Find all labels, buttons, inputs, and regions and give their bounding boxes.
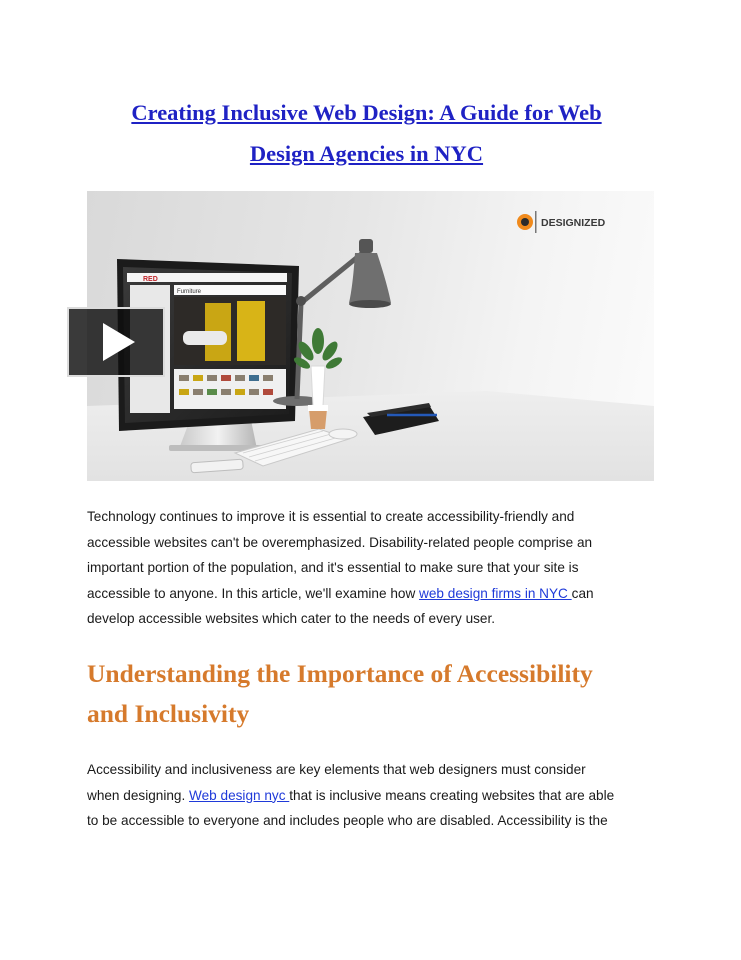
section-heading-line-2: and Inclusivity <box>87 699 250 728</box>
play-icon <box>69 309 163 375</box>
title-line-2: Design Agencies in NYC <box>249 141 484 166</box>
body-line-2-after: that is inclusive means creating websites that are able <box>289 787 615 803</box>
web-design-firms-link[interactable]: web design firms in NYC <box>419 585 572 601</box>
hero-image <box>87 191 654 481</box>
play-button[interactable] <box>67 307 165 377</box>
document-title-link[interactable] <box>131 100 601 166</box>
intro-line-2: accessible websites can't be overemphasized. Disability-related people comprise an <box>87 534 593 550</box>
body-line-3: to be accessible to everyone and includes people who are disabled. Accessibility is the <box>87 813 608 829</box>
intro-line-3: important portion of the population, and it's essential to make sure that your site is <box>87 560 579 576</box>
section-heading <box>87 654 667 734</box>
intro-line-4-after: can <box>571 585 594 601</box>
document-title <box>80 92 653 174</box>
body-line-2-before: when designing. <box>87 787 190 803</box>
screen-heading-text: Furniture <box>177 289 202 295</box>
intro-line-4-before: accessible to anyone. In this article, we'll examine how <box>87 585 420 601</box>
web-design-nyc-link[interactable]: Web design nyc <box>189 787 290 803</box>
intro-line-5: develop accessible websites which cater to the needs of every user. <box>87 611 496 627</box>
intro-line-1: Technology continues to improve it is essential to create accessibility-friendly and <box>87 509 575 524</box>
screen-logo-text: RED <box>143 276 158 283</box>
body-paragraph <box>87 757 657 834</box>
section-heading-line-1: Understanding the Importance of Accessibility <box>87 659 593 688</box>
brand-logo-text: DESIGNIZED <box>541 217 606 229</box>
body-line-1: Accessibility and inclusiveness are key elements that web designers must consider <box>87 762 586 777</box>
intro-paragraph <box>87 504 657 632</box>
title-line-1: Creating Inclusive Web Design: A Guide for Web <box>131 100 602 125</box>
designized-logo <box>517 211 606 233</box>
